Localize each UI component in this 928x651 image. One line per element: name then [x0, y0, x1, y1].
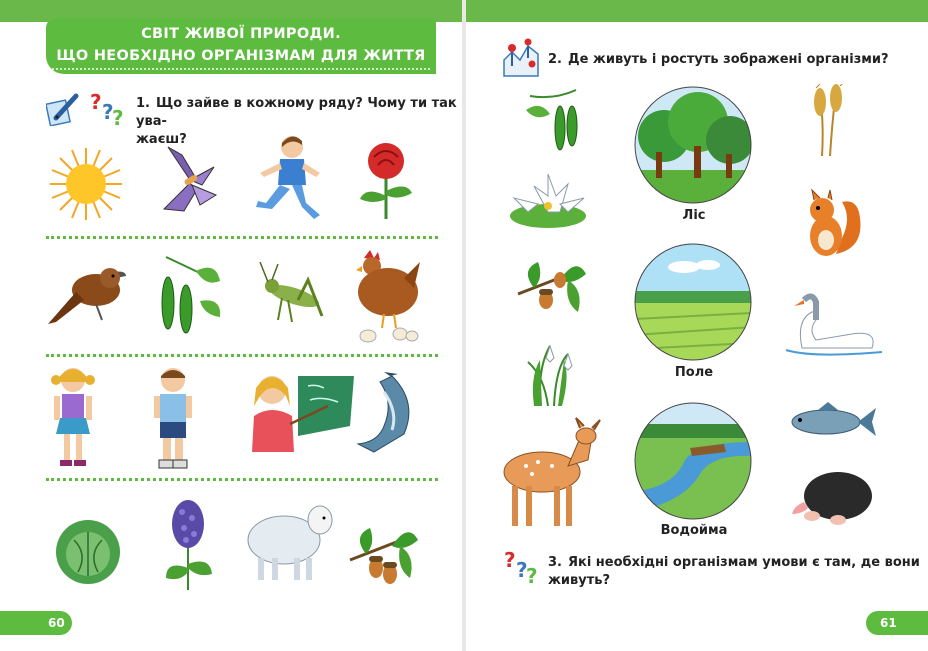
- task2-text: [548, 51, 889, 69]
- snowdrop-image: [520, 336, 582, 412]
- right-page: [466, 0, 928, 651]
- mole-image: [790, 462, 876, 534]
- water-habitat-image: [634, 402, 752, 524]
- hen-image: [354, 248, 424, 348]
- row-divider: [46, 354, 438, 357]
- running-boy-image: [252, 133, 328, 227]
- lilac-image: [160, 498, 216, 596]
- question-marks-icon: ? ? ?: [90, 90, 124, 130]
- page-number-right: 61: [866, 611, 928, 635]
- bird-image: [46, 262, 128, 330]
- pea-plant-image: [520, 86, 582, 158]
- grasshopper-image: [258, 260, 328, 334]
- task3-text: [548, 554, 920, 590]
- squirrel-image: [802, 188, 864, 264]
- pencil-notebook-icon: [46, 92, 80, 130]
- task1-line2: жаєш?: [136, 132, 187, 147]
- boy-image: [150, 364, 196, 474]
- row-divider: [46, 478, 438, 481]
- question-marks-icon: ? ? ?: [504, 548, 538, 588]
- forest-habitat-image: [634, 86, 752, 208]
- sheep-image: [244, 500, 336, 586]
- rose-image: [356, 141, 416, 225]
- butterfly-image: [160, 145, 220, 219]
- water-lily-image: [508, 170, 590, 236]
- cabbage-image: [48, 514, 128, 590]
- task1-number: 1.: [136, 96, 150, 111]
- arrows-map-icon: [502, 38, 540, 82]
- field-habitat-image: [634, 243, 752, 365]
- habitat-label-water: Водойма: [660, 523, 728, 538]
- top-strip: [466, 0, 928, 22]
- girl-image: [50, 364, 96, 472]
- task1-line1: Що зайве в кожному ряду? Чому ти так ува-: [136, 96, 457, 129]
- task2-number: 2.: [548, 52, 562, 67]
- chapter-title-line2: ЩО НЕОБХІДНО ОРГАНІЗМАМ ДЛЯ ЖИТТЯ: [56, 48, 426, 64]
- chapter-title-line1: СВІТ ЖИВОЇ ПРИРОДИ.: [141, 26, 341, 42]
- wheat-image: [806, 84, 856, 162]
- task3-line1: Які необхідні організмам умови є там, де вони: [567, 555, 920, 570]
- row-divider: [46, 236, 438, 239]
- habitat-label-forest: Ліс: [682, 208, 706, 223]
- oak-branch-image: [514, 250, 588, 326]
- page-number-left: 60: [0, 611, 72, 635]
- fish-image: [788, 400, 878, 444]
- pike-fish-image: [354, 372, 424, 460]
- task3-number: 3.: [548, 555, 562, 570]
- left-page: [0, 0, 462, 651]
- task3-line2: живуть?: [548, 573, 611, 588]
- chapter-title-banner: [46, 18, 436, 74]
- teacher-image: [246, 366, 358, 458]
- oak-branch-image: [346, 516, 420, 592]
- task2-line: Де живуть і ростуть зображені організми?: [567, 52, 889, 67]
- swan-image: [782, 290, 886, 364]
- deer-image: [496, 416, 606, 534]
- pea-plant-image: [156, 251, 226, 341]
- habitat-label-field: Поле: [674, 365, 714, 380]
- sun-image: [48, 146, 124, 226]
